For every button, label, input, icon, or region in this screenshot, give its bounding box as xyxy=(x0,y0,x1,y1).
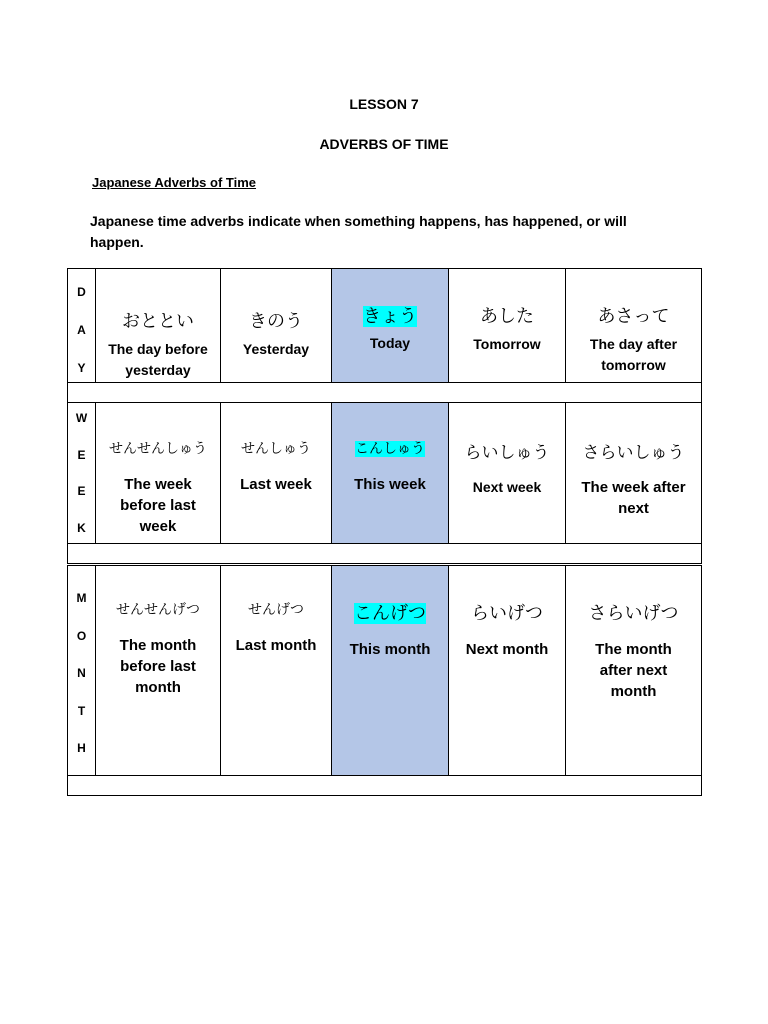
en-meaning: The month after next month xyxy=(595,641,672,700)
row-spacer xyxy=(68,776,702,796)
subheading: Japanese Adverbs of Time xyxy=(92,175,257,190)
week-cell-this xyxy=(332,403,449,544)
month-cell xyxy=(566,566,702,776)
side-letter: H xyxy=(77,741,86,755)
day-cell xyxy=(221,269,332,383)
jp-word: せんせんげつ xyxy=(116,602,200,618)
lesson-title: LESSON 7 xyxy=(349,96,419,112)
day-cell xyxy=(449,269,566,383)
en-meaning: Today xyxy=(369,335,411,351)
week-cell xyxy=(449,403,566,544)
en-meaning: The day after tomorrow xyxy=(589,336,678,373)
side-letter: A xyxy=(77,323,86,337)
topic-title: ADVERBS OF TIME xyxy=(319,136,449,152)
side-letter: O xyxy=(76,628,87,643)
month-cell xyxy=(221,566,332,776)
jp-word: こんしゅう xyxy=(355,441,425,457)
side-letter: W xyxy=(75,411,88,425)
day-side-label xyxy=(68,269,96,383)
side-letter: N xyxy=(77,666,86,680)
jp-word: さらいしゅう xyxy=(582,443,685,463)
day-table xyxy=(67,268,702,403)
jp-word: おととい xyxy=(122,311,194,332)
jp-word: せんげつ xyxy=(248,602,304,618)
jp-word: あした xyxy=(480,306,534,327)
week-cell xyxy=(221,403,332,544)
week-cell xyxy=(96,403,221,544)
jp-word: せんしゅう xyxy=(241,441,311,457)
month-cell-this xyxy=(332,566,449,776)
month-cell xyxy=(449,566,566,776)
month-side-label xyxy=(68,566,96,776)
week-side-label xyxy=(68,403,96,544)
en-meaning: This month xyxy=(349,641,431,658)
day-cell xyxy=(566,269,702,383)
en-meaning: Yesterday xyxy=(242,341,310,357)
week-cell xyxy=(566,403,702,544)
side-letter: E xyxy=(77,447,86,462)
side-letter: K xyxy=(77,520,86,535)
en-meaning: The day before yesterday xyxy=(108,341,208,378)
en-meaning: Last week xyxy=(240,476,312,493)
side-letter: T xyxy=(77,703,86,718)
jp-word: らいげつ xyxy=(471,603,543,624)
week-table xyxy=(67,402,702,564)
row-spacer xyxy=(68,544,702,564)
side-letter: M xyxy=(76,591,87,605)
jp-word: きのう xyxy=(249,311,303,332)
month-cell xyxy=(96,566,221,776)
day-cell xyxy=(96,269,221,383)
row-spacer xyxy=(68,383,702,403)
en-meaning: Next month xyxy=(465,641,549,658)
jp-word: あさって xyxy=(597,306,670,327)
jp-word: さらいげつ xyxy=(588,603,679,624)
en-meaning: Next week xyxy=(472,479,542,495)
side-letter: D xyxy=(77,285,86,299)
side-letter: E xyxy=(77,484,86,499)
jp-word: せんせんしゅう xyxy=(109,441,207,457)
jp-word: きょう xyxy=(363,306,417,327)
intro-paragraph: Japanese time adverbs indicate when something happens, has happened, or will happen. xyxy=(90,213,627,250)
en-meaning: The week before last week xyxy=(120,476,196,535)
en-meaning: The month before last month xyxy=(119,637,197,696)
en-meaning: The week after next xyxy=(581,479,686,517)
month-table xyxy=(67,565,702,796)
en-meaning: This week xyxy=(354,476,426,493)
en-meaning: Last month xyxy=(235,637,317,654)
side-letter: Y xyxy=(77,361,86,375)
jp-word: らいしゅう xyxy=(464,443,550,463)
jp-word: こんげつ xyxy=(354,603,426,624)
en-meaning: Tomorrow xyxy=(473,336,541,352)
day-cell-today xyxy=(332,269,449,383)
